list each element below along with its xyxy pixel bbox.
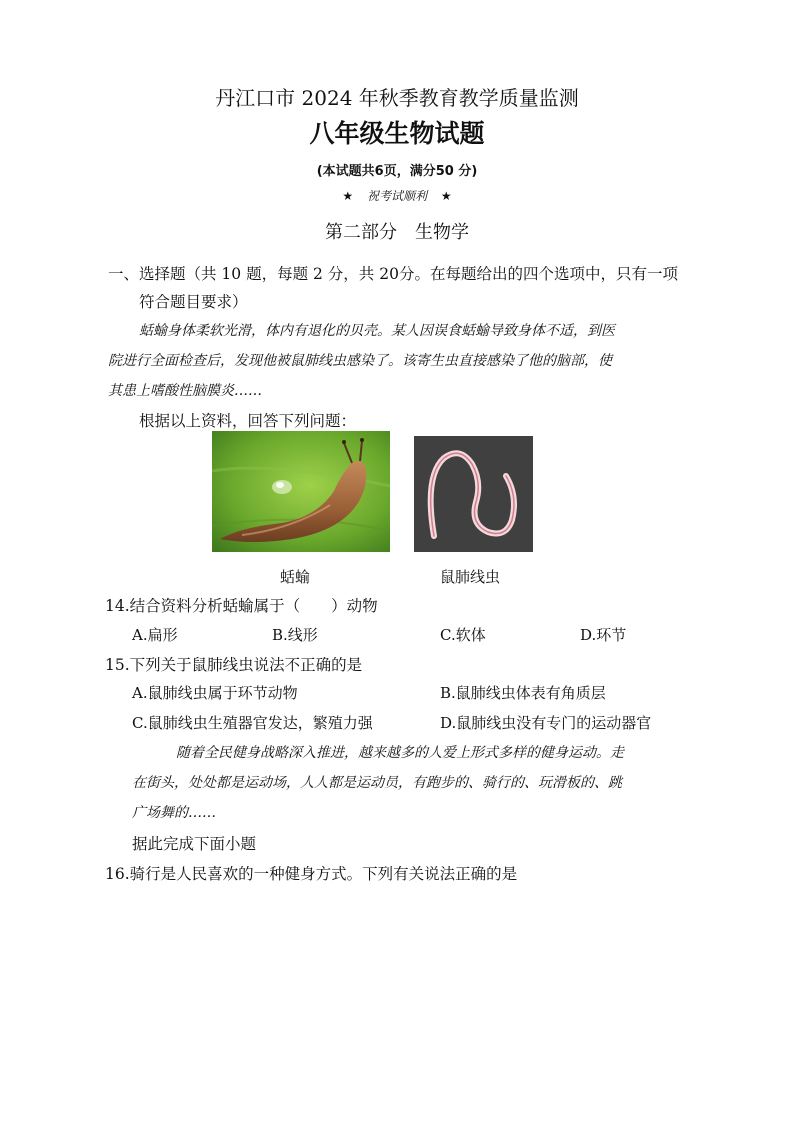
question-15: 15.下列关于鼠肺线虫说法不正确的是 xyxy=(105,656,363,674)
q15-option-c: C.鼠肺线虫生殖器官发达，繁殖力强 xyxy=(132,714,373,732)
exam-info: (本试题共6页，满分50 分) xyxy=(316,164,478,179)
passage-line: 广场舞的…… xyxy=(132,805,216,821)
q14-option-c: C.软体 xyxy=(440,626,486,644)
q15-option-b: B.鼠肺线虫体表有角质层 xyxy=(440,684,606,702)
passage-line: 蛞蝓身体柔软光滑，体内有退化的贝壳。某人因误食蛞蝓导致身体不适，到医 xyxy=(139,323,615,339)
q14-option-a: A.扁形 xyxy=(132,626,178,644)
passage-line: 在街头，处处都是运动场，人人都是运动员，有跑步的、骑行的、玩滑板的、跳 xyxy=(132,775,622,791)
q14-option-d: D.环节 xyxy=(580,626,627,644)
passage-prompt: 据此完成下面小题 xyxy=(132,835,257,853)
wish-text: 祝考试顺利 xyxy=(366,189,427,203)
slug-caption: 蛞蝓 xyxy=(280,568,311,586)
passage-prompt: 根据以上资料，回答下列问题： xyxy=(139,412,357,430)
passage-line: 院进行全面检查后，发现他被鼠肺线虫感染了。该寄生虫直接感染了他的脑部，使 xyxy=(108,353,612,369)
wish-line xyxy=(0,187,794,204)
section-heading: 一、选择题（共 10 题，每题 2 分，共 20分。在每题给出的四个选项中，只有一项 xyxy=(108,265,678,283)
slug-photo xyxy=(212,431,390,552)
exam-title: 丹江口市 2024 年秋季教育教学质量监测 xyxy=(215,86,579,110)
q15-option-d: D.鼠肺线虫没有专门的运动器官 xyxy=(440,714,652,732)
section-heading-cont: 符合题目要求） xyxy=(139,293,248,311)
exam-subject-title: 八年级生物试题 xyxy=(309,119,485,148)
part-heading: 第二部分 生物学 xyxy=(325,222,469,243)
passage-line: 随着全民健身战略深入推进，越来越多的人爱上形式多样的健身运动。走 xyxy=(176,745,624,761)
worm-photo xyxy=(414,436,533,552)
star-icon: ★ xyxy=(440,189,452,203)
passage-line: 其患上嗜酸性脑膜炎…… xyxy=(108,383,262,399)
question-16: 16.骑行是人民喜欢的一种健身方式。下列有关说法正确的是 xyxy=(105,865,518,883)
q15-option-a: A.鼠肺线虫属于环节动物 xyxy=(132,684,298,702)
star-icon: ★ xyxy=(342,189,354,203)
question-14: 14.结合资料分析蛞蝓属于（ ）动物 xyxy=(105,597,378,615)
worm-caption: 鼠肺线虫 xyxy=(440,568,501,586)
q14-option-b: B.线形 xyxy=(272,626,318,644)
